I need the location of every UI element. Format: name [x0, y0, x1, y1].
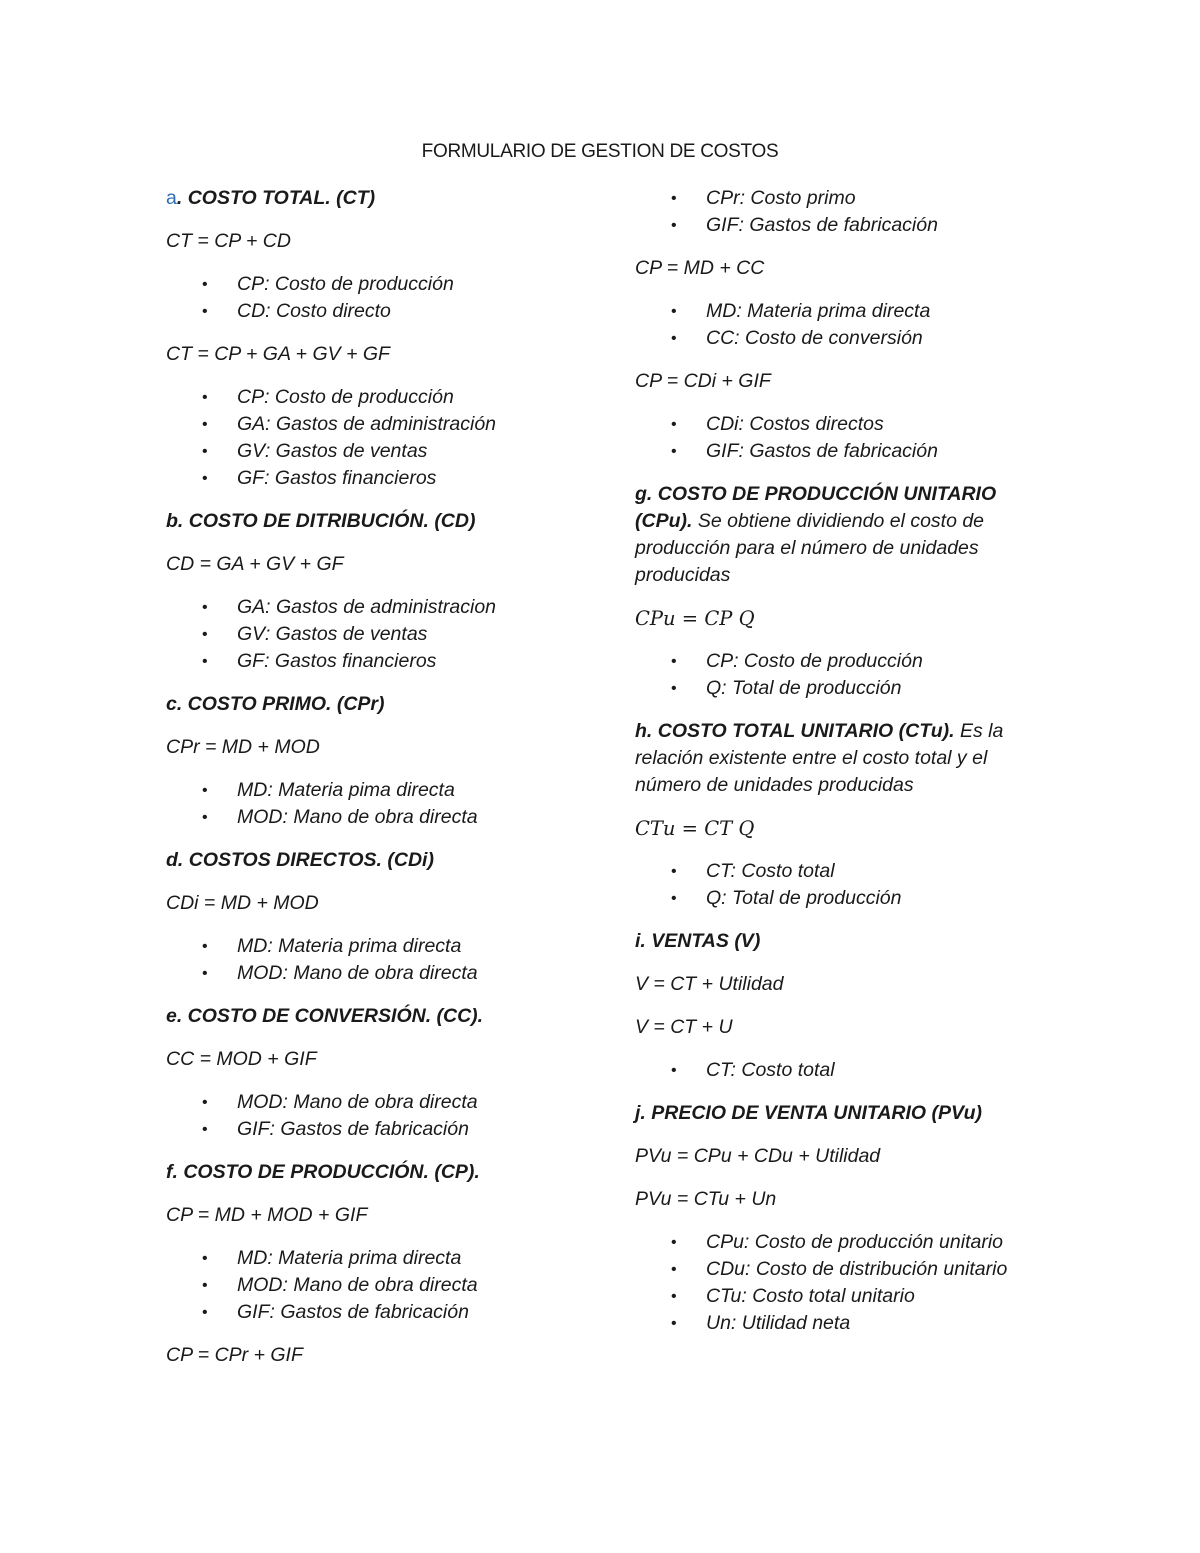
definition-list [166, 384, 586, 492]
section-j-heading: j. PRECIO DE VENTA UNITARIO (PVu) [635, 1102, 983, 1124]
list-item: • GA: Gastos de administracion [166, 594, 586, 621]
formula: CDi = MD + MOD [166, 892, 319, 914]
section-a-letter: a [166, 187, 177, 209]
list-item: • MOD: Mano de obra directa [166, 1272, 586, 1299]
list-item: • CPu: Costo de producción unitario [635, 1229, 1035, 1256]
section-c-heading: c. COSTO PRIMO. (CPr) [166, 693, 385, 715]
list-item: • MOD: Mano de obra directa [166, 804, 586, 831]
formula: CC = MOD + GIF [166, 1048, 317, 1070]
formula: CP = CPr + GIF [166, 1344, 303, 1366]
section-f-heading: f. COSTO DE PRODUCCIÓN. (CP). [166, 1161, 480, 1183]
list-item: • Un: Utilidad neta [635, 1310, 1035, 1337]
list-item: • CTu: Costo total unitario [635, 1283, 1035, 1310]
list-item: • CC: Costo de conversión [635, 325, 1035, 352]
list-item: • Q: Total de producción [635, 675, 1035, 702]
list-item: • CP: Costo de producción [635, 648, 1035, 675]
formula: V = CT + Utilidad [635, 973, 784, 995]
section-h-description: Es la relación existente entre el costo total y el número de unidades producidas [635, 720, 1004, 796]
list-item: • CT: Costo total [635, 858, 1035, 885]
section-g-paragraph [635, 481, 1035, 589]
definition-list [635, 1057, 1035, 1084]
definition-list [635, 648, 1035, 702]
list-item: • MD: Materia pima directa [166, 777, 586, 804]
list-item: • MD: Materia prima directa [166, 933, 586, 960]
definition-list [166, 933, 586, 987]
section-g-description: Se obtiene dividiendo el costo de producción para el número de unidades producidas [635, 510, 985, 586]
definition-list [166, 1245, 586, 1326]
formula: CT = CP + GA + GV + GF [166, 343, 390, 365]
section-h-heading: h. COSTO TOTAL UNITARIO (CTu). [635, 720, 955, 742]
formula: PVu = CPu + CDu + Utilidad [635, 1145, 881, 1167]
definition-list [166, 594, 586, 675]
list-item: • CDi: Costos directos [635, 411, 1035, 438]
list-item: • MOD: Mano de obra directa [166, 960, 586, 987]
list-item: • GV: Gastos de ventas [166, 438, 586, 465]
definition-list [166, 777, 586, 831]
definition-list [166, 271, 586, 325]
section-h-paragraph [635, 718, 1035, 799]
definition-list [166, 1089, 586, 1143]
section-d-heading: d. COSTOS DIRECTOS. (CDi) [166, 849, 434, 871]
list-item: • GV: Gastos de ventas [166, 621, 586, 648]
list-item: • GIF: Gastos de fabricación [166, 1116, 586, 1143]
section-b-heading: b. COSTO DE DITRIBUCIÓN. (CD) [166, 510, 476, 532]
list-item: • GF: Gastos financieros [166, 648, 586, 675]
list-item: • CD: Costo directo [166, 298, 586, 325]
list-item: • CT: Costo total [635, 1057, 1035, 1084]
list-item: • MOD: Mano de obra directa [166, 1089, 586, 1116]
list-item: • GA: Gastos de administración [166, 411, 586, 438]
page-title: FORMULARIO DE GESTION DE COSTOS [421, 141, 779, 162]
formula: V = CT + U [635, 1016, 733, 1038]
list-item: • GF: Gastos financieros [166, 465, 586, 492]
section-i-heading: i. VENTAS (V) [635, 930, 761, 952]
right-column [635, 185, 1035, 1353]
formula: PVu = CTu + Un [635, 1188, 777, 1210]
list-item: • MD: Materia prima directa [166, 1245, 586, 1272]
definition-list [635, 1229, 1035, 1337]
formula: CP = MD + CC [635, 257, 765, 279]
math-formula: CPu = CP Q [635, 607, 755, 630]
section-e-heading: e. COSTO DE CONVERSIÓN. (CC). [166, 1005, 484, 1027]
list-item: • CP: Costo de producción [166, 271, 586, 298]
list-item: • GIF: Gastos de fabricación [166, 1299, 586, 1326]
list-item: • CP: Costo de producción [166, 384, 586, 411]
formula: CP = MD + MOD + GIF [166, 1204, 368, 1226]
definition-list [635, 411, 1035, 465]
left-column [166, 185, 586, 1385]
list-item: • CDu: Costo de distribución unitario [635, 1256, 1035, 1283]
list-item: • GIF: Gastos de fabricación [635, 212, 1035, 239]
formula: CD = GA + GV + GF [166, 553, 344, 575]
definition-list [635, 298, 1035, 352]
formula: CPr = MD + MOD [166, 736, 320, 758]
definition-list [635, 858, 1035, 912]
definition-list [635, 185, 1035, 239]
list-item: • MD: Materia prima directa [635, 298, 1035, 325]
math-formula: CTu = CT Q [635, 817, 755, 840]
list-item: • GIF: Gastos de fabricación [635, 438, 1035, 465]
formula: CT = CP + CD [166, 230, 291, 252]
section-g-heading: g. COSTO DE PRODUCCIÓN UNITARIO (CPu). [635, 483, 997, 532]
section-a-heading: a. COSTO TOTAL. (CT) [166, 187, 376, 209]
formula: CP = CDi + GIF [635, 370, 771, 392]
list-item: • CPr: Costo primo [635, 185, 1035, 212]
list-item: • Q: Total de producción [635, 885, 1035, 912]
